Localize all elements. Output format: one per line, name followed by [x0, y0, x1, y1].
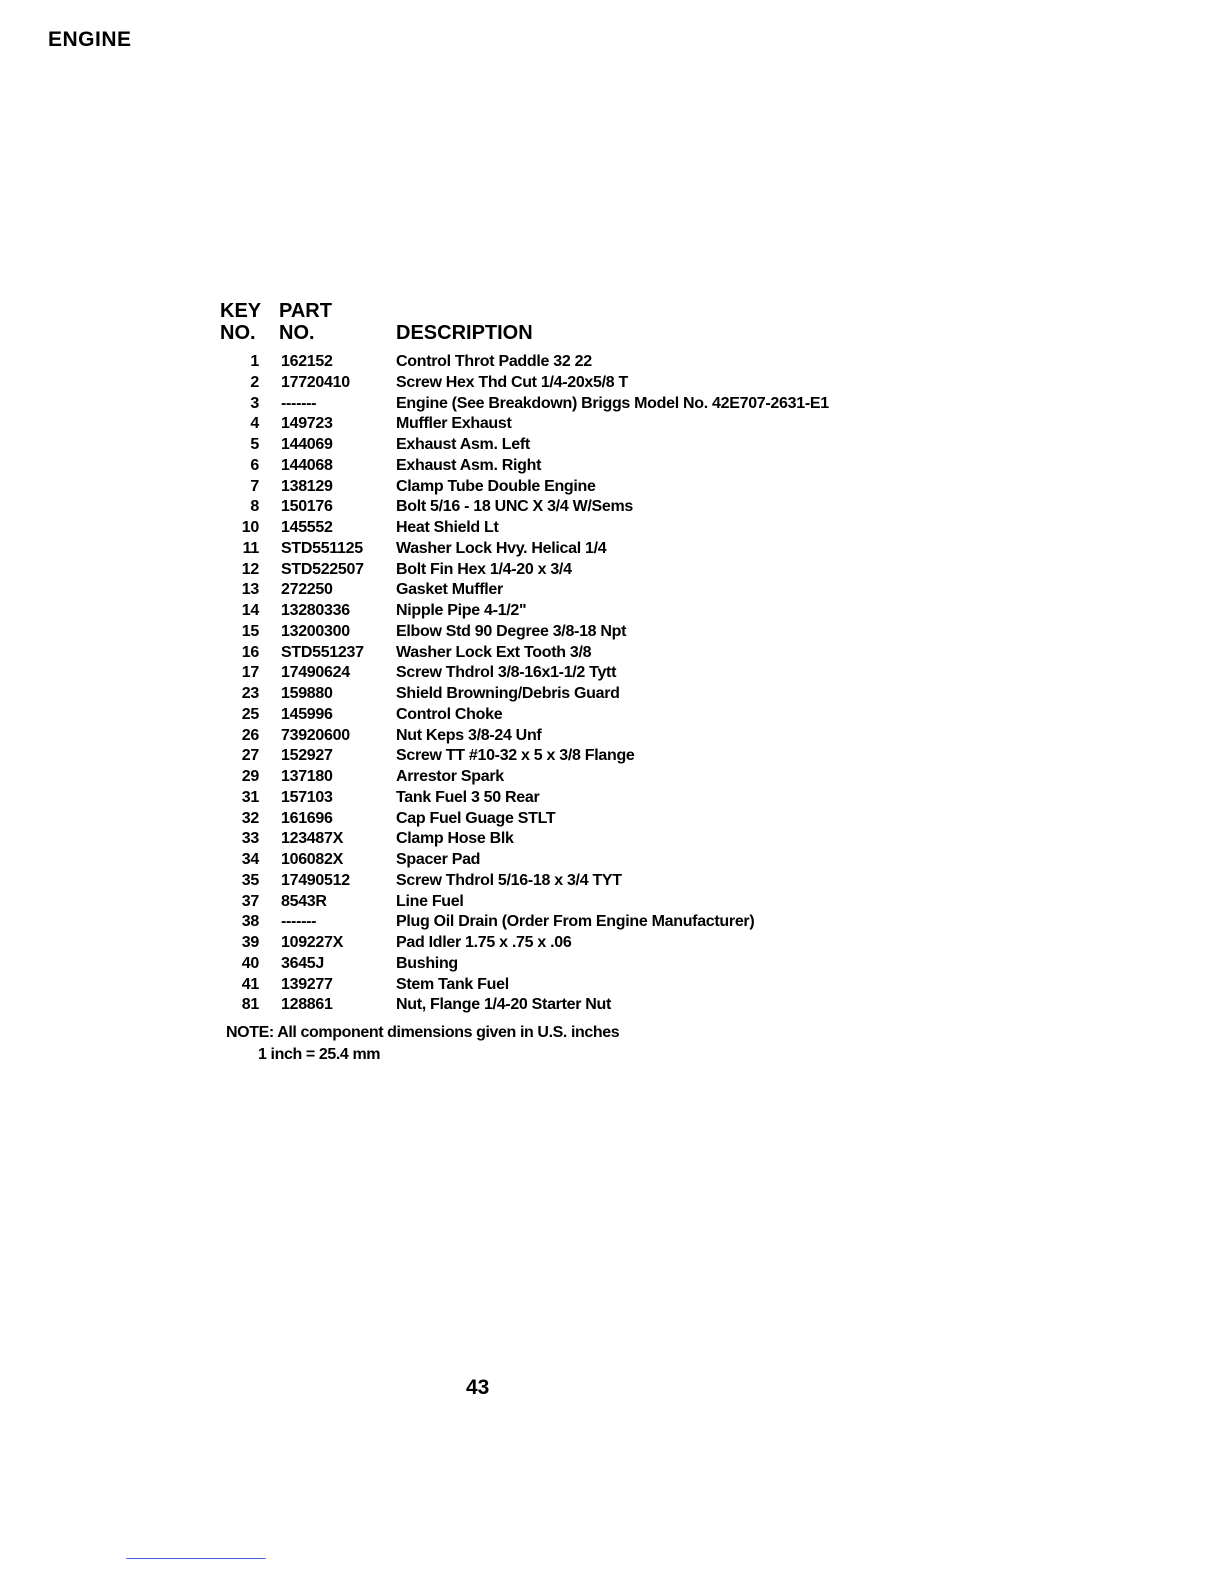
- part-no-cell: 144068: [281, 456, 333, 474]
- part-no-cell: 145552: [281, 519, 333, 536]
- part-no-cell: 13280336: [281, 602, 350, 619]
- part-no-cell: STD551237: [281, 643, 364, 661]
- key-no-cell: 3: [250, 394, 259, 412]
- description-cell: Exhaust Asm. Right: [396, 456, 542, 474]
- description-cell: Exhaust Asm. Left: [396, 436, 530, 453]
- key-no-cell: 16: [241, 643, 259, 661]
- part-no-cell: 8543R: [281, 892, 327, 910]
- table-row: [214, 435, 894, 456]
- key-no-cell: 31: [241, 788, 259, 806]
- description-cell: Control Choke: [396, 705, 503, 723]
- description-cell: Line Fuel: [396, 892, 464, 910]
- key-no-cell: 1: [250, 353, 259, 370]
- part-no-cell: 162152: [281, 353, 333, 370]
- part-no-cell: 123487X: [281, 830, 343, 848]
- table-row: [214, 560, 894, 581]
- description-cell: Heat Shield Lt: [396, 519, 499, 536]
- table-row: [214, 518, 894, 539]
- part-no-cell: 137180: [281, 768, 333, 785]
- description-cell: Bolt 5/16 - 18 UNC X 3/4 W/Sems: [396, 498, 634, 516]
- key-no-cell: 40: [241, 954, 259, 972]
- key-no-cell: 39: [241, 934, 259, 951]
- conversion-line: 1 inch = 25.4 mm: [258, 1046, 381, 1063]
- key-no-cell: 23: [241, 685, 259, 702]
- description-cell: Nut, Flange 1/4-20 Starter Nut: [396, 996, 612, 1014]
- table-row: [214, 373, 894, 394]
- table-row: [214, 850, 894, 871]
- table-row: [214, 684, 894, 705]
- part-no-cell: 109227X: [281, 934, 343, 951]
- part-no-cell: STD522507: [281, 560, 364, 578]
- part-no-cell: 272250: [281, 581, 333, 599]
- description-cell: Screw Thdrol 5/16-18 x 3/4 TYT: [396, 871, 622, 889]
- description-cell: Bushing: [396, 954, 458, 972]
- table-row: [214, 394, 894, 415]
- description-cell: Arrestor Spark: [396, 768, 504, 785]
- part-no-cell: 149723: [281, 415, 333, 433]
- key-no-cell: 29: [241, 768, 259, 785]
- key-no-cell: 6: [250, 456, 259, 474]
- key-no-cell: 17: [241, 664, 259, 682]
- description-cell: Control Throt Paddle 32 22: [396, 353, 592, 370]
- key-no-cell: 27: [241, 747, 259, 765]
- description-cell: Washer Lock Hvy. Helical 1/4: [396, 539, 607, 557]
- table-row: [214, 954, 894, 975]
- key-no-cell: 41: [241, 975, 259, 993]
- key-no-cell: 11: [242, 539, 259, 557]
- key-no-cell: 81: [241, 996, 259, 1014]
- table-row: [214, 352, 894, 373]
- key-no-cell: 13: [241, 581, 259, 599]
- table-row: [214, 643, 894, 664]
- part-no-cell: 150176: [281, 498, 333, 516]
- part-no-cell: 139277: [281, 975, 333, 993]
- description-cell: Washer Lock Ext Tooth 3/8: [396, 643, 592, 661]
- description-cell: Spacer Pad: [396, 851, 481, 868]
- description-cell: Plug Oil Drain (Order From Engine Manufacturer): [396, 913, 755, 931]
- page-title: ENGINE: [48, 28, 132, 51]
- description-cell: Nipple Pipe 4-1/2": [396, 602, 527, 619]
- table-row: [214, 892, 894, 913]
- footer-rule: [126, 1558, 266, 1559]
- table-row: [214, 497, 894, 518]
- part-no-cell: -------: [281, 913, 317, 931]
- table-row: [214, 829, 894, 850]
- table-row: [214, 477, 894, 498]
- part-no-cell: 145996: [281, 705, 333, 723]
- description-cell: Elbow Std 90 Degree 3/8-18 Npt: [396, 622, 627, 640]
- part-no-cell: -------: [281, 394, 317, 412]
- table-header: [214, 300, 894, 348]
- part-no-cell: 138129: [281, 477, 333, 495]
- key-no-cell: 33: [241, 830, 259, 848]
- key-no-cell: 7: [250, 477, 259, 495]
- key-no-cell: 14: [241, 602, 259, 619]
- table-row: [214, 788, 894, 809]
- table-row: [214, 539, 894, 560]
- key-no-cell: 2: [250, 373, 259, 391]
- table-row: [214, 871, 894, 892]
- key-no-cell: 37: [241, 892, 259, 910]
- part-no-cell: 17490512: [281, 871, 350, 889]
- key-no-cell: 34: [241, 851, 259, 868]
- key-no-header: KEY NO.: [220, 300, 262, 344]
- description-cell: Clamp Hose Blk: [396, 830, 514, 848]
- table-row: [214, 995, 894, 1016]
- table-row: [214, 912, 894, 933]
- description-cell: Pad Idler 1.75 x .75 x .06: [396, 934, 572, 951]
- part-no-cell: 161696: [281, 809, 333, 827]
- part-no-header: PART NO.: [279, 300, 332, 344]
- description-cell: Screw TT #10-32 x 5 x 3/8 Flange: [396, 747, 635, 765]
- part-no-cell: 157103: [281, 788, 333, 806]
- description-cell: Muffler Exhaust: [396, 415, 512, 433]
- part-no-cell: 17490624: [281, 664, 350, 682]
- description-cell: Screw Hex Thd Cut 1/4-20x5/8 T: [396, 373, 628, 391]
- description-cell: Tank Fuel 3 50 Rear: [396, 788, 540, 806]
- description-cell: Gasket Muffler: [396, 581, 503, 599]
- table-row: [214, 767, 894, 788]
- description-cell: Nut Keps 3/8-24 Unf: [396, 726, 542, 744]
- key-no-cell: 35: [241, 871, 259, 889]
- description-cell: Cap Fuel Guage STLT: [396, 809, 556, 827]
- note: [226, 1022, 619, 1066]
- key-no-cell: 4: [250, 415, 259, 433]
- part-no-cell: 128861: [281, 996, 333, 1014]
- description-cell: Stem Tank Fuel: [396, 975, 509, 993]
- part-no-cell: 13200300: [281, 622, 350, 640]
- parts-list: [214, 352, 894, 1016]
- description-cell: Shield Browning/Debris Guard: [396, 685, 620, 702]
- table-row: [214, 933, 894, 954]
- key-no-cell: 26: [241, 726, 259, 744]
- part-no-cell: STD551125: [281, 539, 363, 557]
- note-line: NOTE: All component dimensions given in U.S. inches: [226, 1024, 620, 1041]
- page-number: 43: [466, 1376, 490, 1399]
- table-row: [214, 975, 894, 996]
- description-cell: Engine (See Breakdown) Briggs Model No. 42E707-2631-E1: [396, 394, 829, 412]
- key-no-cell: 5: [250, 436, 259, 453]
- parts-table: [214, 300, 894, 1016]
- table-row: [214, 705, 894, 726]
- description-cell: Screw Thdrol 3/8-16x1-1/2 Tytt: [396, 664, 617, 682]
- table-row: [214, 622, 894, 643]
- key-no-cell: 8: [250, 498, 259, 516]
- part-no-cell: 144069: [281, 436, 333, 453]
- part-no-cell: 17720410: [281, 373, 350, 391]
- part-no-cell: 106082X: [281, 851, 343, 868]
- part-no-cell: 159880: [281, 685, 333, 702]
- key-no-cell: 25: [241, 705, 259, 723]
- table-row: [214, 663, 894, 684]
- key-no-cell: 32: [241, 809, 259, 827]
- description-header: DESCRIPTION: [396, 322, 533, 344]
- table-row: [214, 809, 894, 830]
- key-no-cell: 10: [241, 519, 259, 536]
- key-no-cell: 12: [241, 560, 259, 578]
- table-row: [214, 726, 894, 747]
- table-row: [214, 414, 894, 435]
- table-row: [214, 601, 894, 622]
- part-no-cell: 73920600: [281, 726, 350, 744]
- table-row: [214, 580, 894, 601]
- description-cell: Bolt Fin Hex 1/4-20 x 3/4: [396, 560, 572, 578]
- key-no-cell: 38: [241, 913, 259, 931]
- table-row: [214, 746, 894, 767]
- part-no-cell: 3645J: [281, 954, 324, 972]
- table-row: [214, 456, 894, 477]
- key-no-cell: 15: [241, 622, 259, 640]
- description-cell: Clamp Tube Double Engine: [396, 477, 596, 495]
- part-no-cell: 152927: [281, 747, 333, 765]
